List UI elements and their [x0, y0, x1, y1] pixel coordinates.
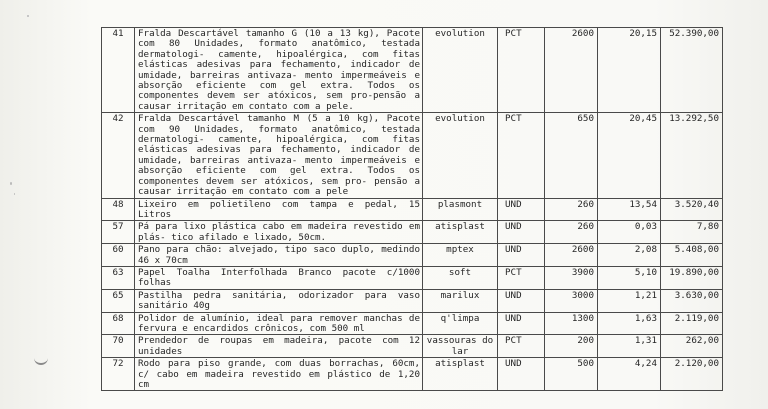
item-number: 48 [102, 198, 135, 221]
table-row [102, 28, 723, 113]
item-brand: q'limpa [423, 312, 498, 335]
table-row [102, 198, 723, 221]
item-unit: PCT [498, 28, 545, 113]
items-table-body [102, 28, 723, 391]
item-unit-price: 1,21 [598, 289, 661, 312]
item-number: 41 [102, 28, 135, 113]
item-description: Prendedor de roupas em madeira, pacote com 12 unidades [135, 335, 423, 358]
item-brand: atisplast [423, 358, 498, 391]
item-brand: evolution [423, 113, 498, 198]
item-unit: UND [498, 312, 545, 335]
item-total: 3.630,00 [661, 289, 723, 312]
item-quantity: 2600 [545, 28, 598, 113]
item-description: Fralda Descartável tamanho G (10 a 13 kg), Pacote com 80 Unidades, formato anatômico, testada dermatologi- camente, hipoalérgica, com fitas elásticas adesivas para fechamento, indicador de umidade, barreiras antivaza- mento impermeáveis e absorção eficiente com gel extra. Todos os componentes devem ser atóxicos, sem pro-pensão a causar irritação em contato com a pele. [135, 28, 423, 113]
scan-mark [34, 355, 48, 365]
item-unit: UND [498, 289, 545, 312]
item-unit: PCT [498, 266, 545, 289]
item-number: 65 [102, 289, 135, 312]
item-number: 57 [102, 221, 135, 244]
scan-speck [10, 182, 12, 185]
item-description: Pano para chão: alvejado, tipo saco duplo, medindo 46 x 70cm [135, 244, 423, 267]
table-row [102, 244, 723, 267]
item-quantity: 260 [545, 221, 598, 244]
item-unit: UND [498, 198, 545, 221]
item-quantity: 650 [545, 113, 598, 198]
item-description: Pá para lixo plástica cabo em madeira revestido em plás- tico afilado e lixado, 50cm. [135, 221, 423, 244]
item-unit-price: 13,54 [598, 198, 661, 221]
item-quantity: 2600 [545, 244, 598, 267]
item-quantity: 500 [545, 358, 598, 391]
item-unit: PCT [498, 335, 545, 358]
table-row [102, 312, 723, 335]
item-unit: UND [498, 358, 545, 391]
item-number: 72 [102, 358, 135, 391]
item-brand: plasmont [423, 198, 498, 221]
items-table [101, 27, 723, 391]
item-description: Rodo para piso grande, com duas borrachas, 60cm, c/ cabo em madeira revestido em plástico de 1,20 cm [135, 358, 423, 391]
scan-speck [27, 15, 29, 17]
item-brand: soft [423, 266, 498, 289]
item-number: 63 [102, 266, 135, 289]
item-number: 68 [102, 312, 135, 335]
item-brand: mptex [423, 244, 498, 267]
item-total: 5.408,00 [661, 244, 723, 267]
item-unit-price: 5,10 [598, 266, 661, 289]
item-unit-price: 20,45 [598, 113, 661, 198]
item-brand: marilux [423, 289, 498, 312]
table-row [102, 113, 723, 198]
item-number: 60 [102, 244, 135, 267]
item-total: 262,00 [661, 335, 723, 358]
item-unit-price: 4,24 [598, 358, 661, 391]
item-number: 70 [102, 335, 135, 358]
item-quantity: 1300 [545, 312, 598, 335]
item-total: 2.120,00 [661, 358, 723, 391]
item-quantity: 260 [545, 198, 598, 221]
item-quantity: 3900 [545, 266, 598, 289]
table-row [102, 221, 723, 244]
item-number: 42 [102, 113, 135, 198]
item-quantity: 3000 [545, 289, 598, 312]
item-description: Polidor de alumínio, ideal para remover manchas de fervura e encardidos crônicos, com 500 ml [135, 312, 423, 335]
item-description: Papel Toalha Interfolhada Branco pacote c/1000 folhas [135, 266, 423, 289]
item-description: Pastilha pedra sanitária, odorizador para vaso sanitário 40g [135, 289, 423, 312]
item-total: 52.390,00 [661, 28, 723, 113]
item-unit: PCT [498, 113, 545, 198]
item-total: 2.119,00 [661, 312, 723, 335]
item-brand: atisplast [423, 221, 498, 244]
table-row [102, 358, 723, 391]
item-total: 13.292,50 [661, 113, 723, 198]
item-unit: UND [498, 221, 545, 244]
item-unit: UND [498, 244, 545, 267]
item-total: 7,80 [661, 221, 723, 244]
item-brand: vassouras do lar [423, 335, 498, 358]
table-row [102, 289, 723, 312]
item-unit-price: 0,03 [598, 221, 661, 244]
item-unit-price: 2,08 [598, 244, 661, 267]
item-description: Lixeiro em polietileno com tampa e pedal, 15 Litros [135, 198, 423, 221]
item-unit-price: 1,31 [598, 335, 661, 358]
item-unit-price: 20,15 [598, 28, 661, 113]
item-brand: evolution [423, 28, 498, 113]
item-unit-price: 1,63 [598, 312, 661, 335]
item-description: Fralda Descartável tamanho M (5 a 10 kg), Pacote com 90 Unidades, formato anatômico, testada dermatologi- camente, hipoalérgica, com fitas elásticas adesivas para fechamento, indicador de umidade, barreiras antivaza- mento impermeáveis e absorção eficiente com gel extra. Todos os componentes devem ser atóxicos, sem pro- pensão a causar irritação em contato com a pele [135, 113, 423, 198]
item-total: 3.520,40 [661, 198, 723, 221]
table-row [102, 266, 723, 289]
item-total: 19.890,00 [661, 266, 723, 289]
item-quantity: 200 [545, 335, 598, 358]
scan-speck [14, 193, 15, 195]
table-row [102, 335, 723, 358]
